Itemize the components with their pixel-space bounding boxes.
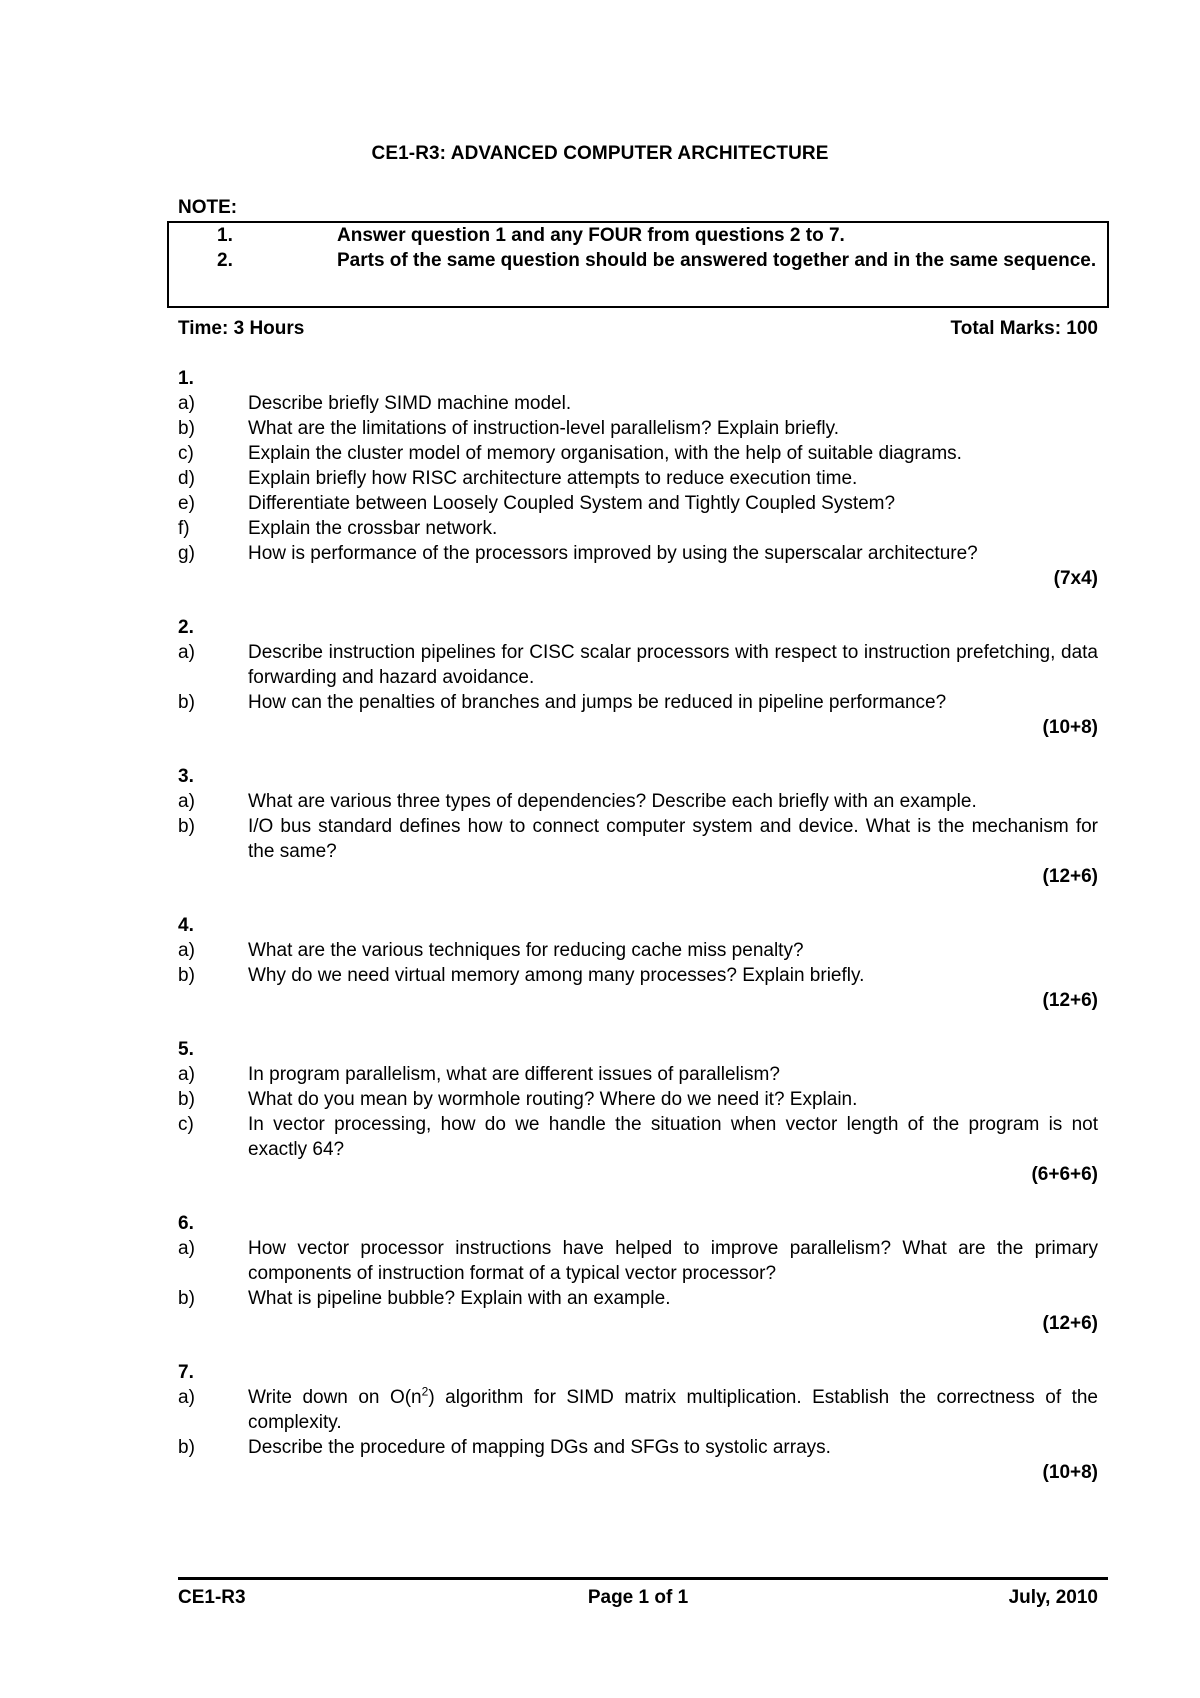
part-text: Describe briefly SIMD machine model. [248, 393, 572, 414]
question-part [178, 541, 1098, 566]
exam-meta-row [178, 318, 1098, 340]
part-text: What is pipeline bubble? Explain with an example. [248, 1288, 671, 1309]
page-footer [178, 1587, 1098, 1612]
part-label: g) [178, 543, 195, 564]
footer-date: July, 2010 [1008, 1587, 1098, 1608]
part-label: d) [178, 468, 195, 489]
part-label: a) [178, 791, 195, 812]
question-marks: (10+8) [1042, 717, 1098, 738]
question-part [178, 441, 1098, 466]
note-box [167, 221, 1109, 308]
question-number: 4. [178, 915, 194, 936]
footer-paper-code: CE1-R3 [178, 1587, 246, 1608]
part-text [248, 1384, 1098, 1433]
question-number: 7. [178, 1362, 194, 1383]
superscript: 2 [421, 1384, 429, 1399]
part-text: What are the various techniques for reducing cache miss penalty? [248, 940, 804, 961]
question-part [178, 1435, 1098, 1460]
part-label: b) [178, 1437, 195, 1458]
part-label: a) [178, 642, 195, 663]
question-number: 2. [178, 617, 194, 638]
question-block [178, 1360, 1098, 1485]
part-label: f) [178, 518, 190, 539]
part-label: b) [178, 1288, 195, 1309]
question-part [178, 1062, 1098, 1087]
part-label: b) [178, 692, 195, 713]
time-allowed: Time: 3 Hours [178, 318, 305, 339]
part-text-after: ) algorithm for SIMD matrix multiplication. Establish the correctness of the complexity. [248, 1387, 1098, 1433]
question-part [178, 466, 1098, 491]
note-item-number: 1. [217, 225, 233, 246]
part-label: a) [178, 940, 195, 961]
question-part [178, 1385, 1098, 1435]
question-marks: (12+6) [1042, 1313, 1098, 1334]
question-marks: (12+6) [1042, 866, 1098, 887]
question-marks: (10+8) [1042, 1462, 1098, 1483]
question-part [178, 491, 1098, 516]
part-label: a) [178, 393, 195, 414]
question-block [178, 615, 1098, 740]
part-label: b) [178, 1089, 195, 1110]
part-label: b) [178, 965, 195, 986]
part-label: b) [178, 816, 195, 837]
question-marks: (12+6) [1042, 990, 1098, 1011]
part-text: What are the limitations of instruction-level parallelism? Explain briefly. [248, 418, 840, 439]
part-text: I/O bus standard defines how to connect computer system and device. What is the mechanism for the same? [248, 816, 1098, 862]
part-label: e) [178, 493, 195, 514]
question-part [178, 1286, 1098, 1311]
question-block [178, 1037, 1098, 1187]
question-marks: (7x4) [1053, 568, 1098, 589]
footer-divider [178, 1577, 1108, 1580]
note-item-text: Answer question 1 and any FOUR from questions 2 to 7. [337, 225, 845, 246]
note-label: NOTE: [178, 197, 238, 218]
question-block [178, 1211, 1098, 1336]
question-part [178, 640, 1098, 690]
question-part [178, 938, 1098, 963]
note-item-text: Parts of the same question should be answered together and in the same sequence. [337, 250, 1097, 271]
part-text: What are various three types of dependencies? Describe each briefly with an example. [248, 791, 977, 812]
question-block [178, 764, 1098, 889]
part-text: Describe the procedure of mapping DGs and SFGs to systolic arrays. [248, 1437, 831, 1458]
part-text: Why do we need virtual memory among many processes? Explain briefly. [248, 965, 865, 986]
part-text: How vector processor instructions have helped to improve parallelism? What are the primary components of instruction format of a typical vector processor? [248, 1238, 1098, 1284]
question-part [178, 391, 1098, 416]
note-item-number: 2. [217, 250, 233, 271]
part-label: a) [178, 1238, 195, 1259]
question-part [178, 789, 1098, 814]
part-text: In vector processing, how do we handle the situation when vector length of the program is not exactly 64? [248, 1114, 1098, 1160]
question-part [178, 690, 1098, 715]
total-marks: Total Marks: 100 [950, 318, 1098, 339]
question-part [178, 814, 1098, 864]
part-text: Explain the crossbar network. [248, 518, 498, 539]
question-block [178, 366, 1098, 591]
question-part [178, 416, 1098, 441]
question-block [178, 913, 1098, 1013]
question-part [178, 963, 1098, 988]
part-text: Differentiate between Loosely Coupled System and Tightly Coupled System? [248, 493, 896, 514]
part-text: How is performance of the processors improved by using the superscalar architecture? [248, 543, 978, 564]
question-number: 6. [178, 1213, 194, 1234]
part-text: Describe instruction pipelines for CISC scalar processors with respect to instruction prefetching, data forwarding and hazard avoidance. [248, 642, 1098, 688]
part-text: In program parallelism, what are different issues of parallelism? [248, 1064, 780, 1085]
part-text: Explain the cluster model of memory organisation, with the help of suitable diagrams. [248, 443, 962, 464]
part-text-before: Write down on O(n [248, 1387, 422, 1408]
paper-title: CE1-R3: ADVANCED COMPUTER ARCHITECTURE [371, 143, 829, 164]
part-text: Explain briefly how RISC architecture attempts to reduce execution time. [248, 468, 858, 489]
part-label: b) [178, 418, 195, 439]
part-label: a) [178, 1387, 195, 1408]
question-number: 3. [178, 766, 194, 787]
questions-list [178, 366, 1098, 1509]
question-part [178, 1236, 1098, 1286]
part-label: a) [178, 1064, 195, 1085]
question-number: 5. [178, 1039, 194, 1060]
question-marks: (6+6+6) [1031, 1164, 1098, 1185]
question-number: 1. [178, 368, 194, 389]
footer-page-number: Page 1 of 1 [587, 1587, 689, 1608]
part-label: c) [178, 443, 194, 464]
question-part [178, 516, 1098, 541]
part-text: How can the penalties of branches and jumps be reduced in pipeline performance? [248, 692, 947, 713]
part-label: c) [178, 1114, 194, 1135]
question-part [178, 1112, 1098, 1162]
question-part [178, 1087, 1098, 1112]
part-text: What do you mean by wormhole routing? Where do we need it? Explain. [248, 1089, 858, 1110]
